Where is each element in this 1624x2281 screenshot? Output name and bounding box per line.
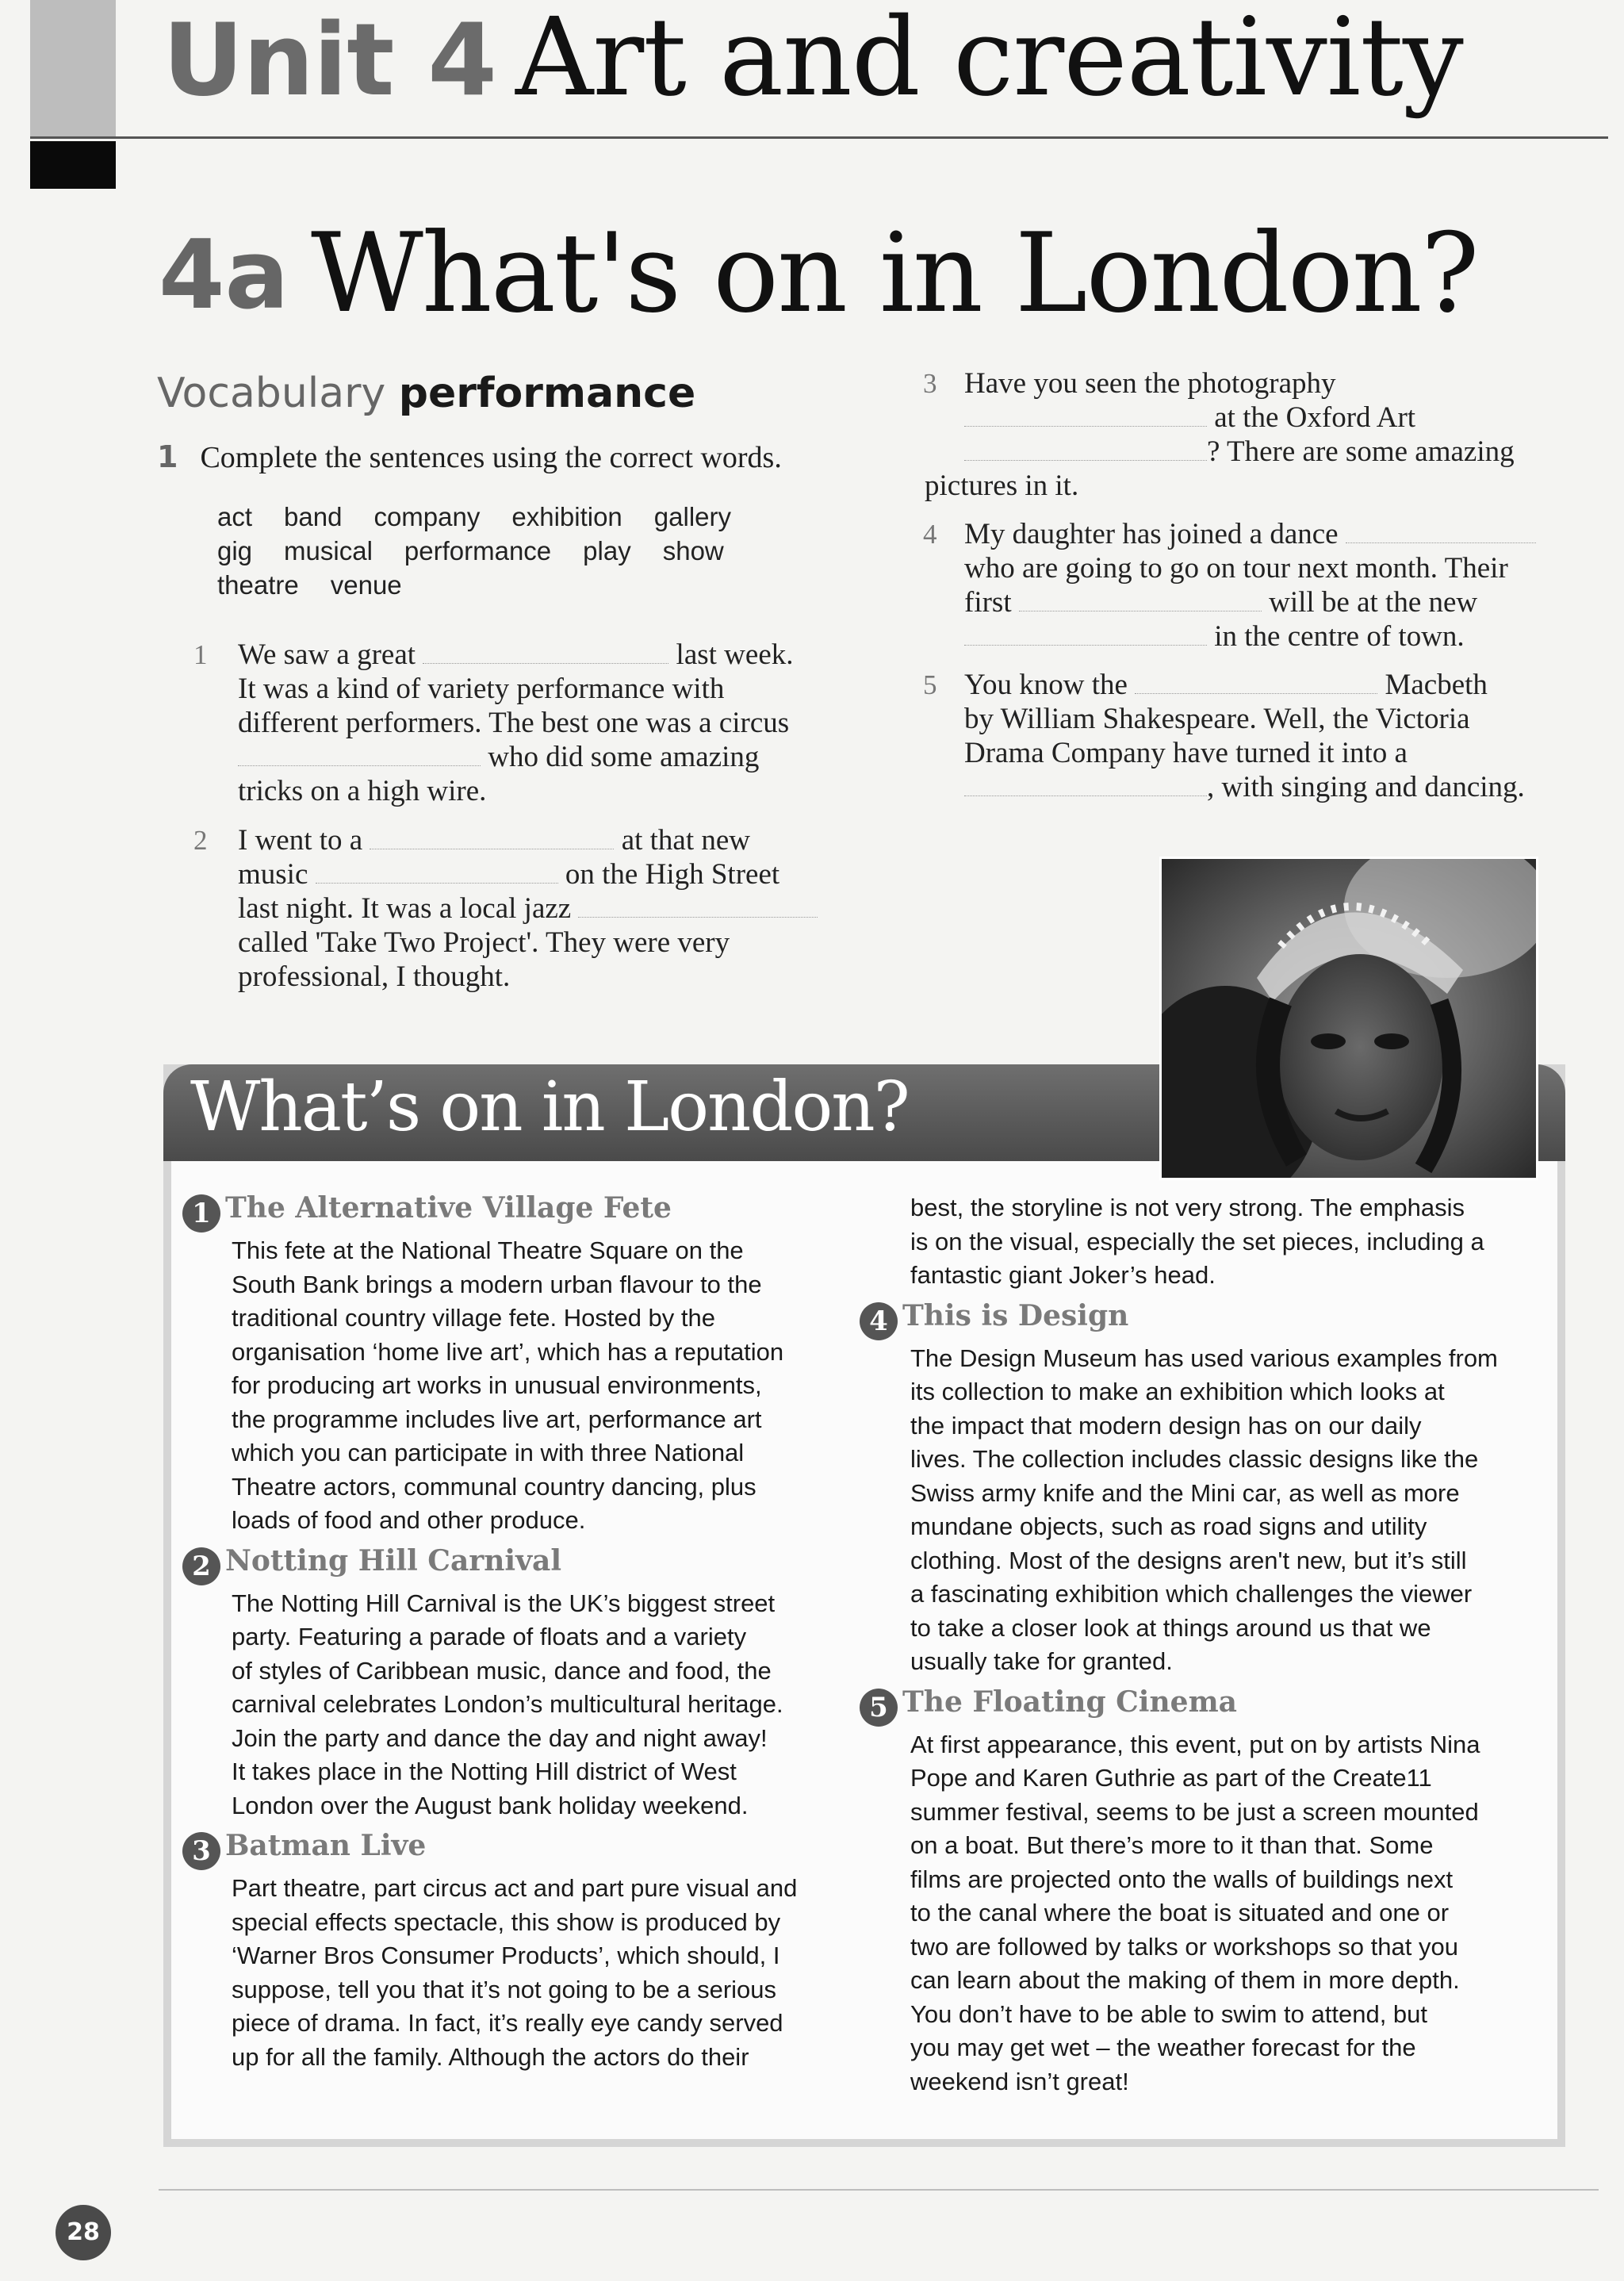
article-line: traditional country village fete. Hosted by the [232, 1304, 716, 1332]
answer-blank[interactable] [1135, 669, 1377, 694]
article-line: piece of drama. In fact, it’s really eye candy served [232, 2009, 783, 2037]
word-box-item: exhibition [511, 502, 622, 531]
exercise-text: professional, I thought. [238, 960, 511, 993]
article-line: to take a closer look at things around us that we [910, 1613, 1431, 1642]
article-line: is on the visual, especially the set pieces, including a [910, 1227, 1484, 1256]
instruction-text: Complete the sentences using the correct words. [200, 441, 782, 474]
article-title [182, 1191, 864, 1233]
article-line: its collection to make an exhibition which looks at [910, 1378, 1445, 1405]
exercise-text: first [964, 586, 1012, 619]
answer-blank[interactable] [964, 772, 1207, 796]
article-line: ‘Warner Bros Consumer Products’, which should, I [232, 1942, 780, 1969]
article-body [910, 1342, 1557, 1679]
article-line: which you can participate in with three National [232, 1439, 745, 1466]
vocabulary-heading-topic: performance [398, 370, 696, 417]
exercise-text: My daughter has joined a dance [964, 518, 1339, 550]
article-line: mundane objects, such as road signs and utility [910, 1512, 1427, 1540]
word-box-item: musical [284, 536, 373, 565]
exercise-text: It was a kind of variety performance with [238, 673, 725, 705]
whats-on-box-title: What’s on in London? [190, 1068, 909, 1147]
article-title-text: The Floating Cinema [902, 1685, 1237, 1719]
vocabulary-heading [157, 370, 695, 417]
word-box-item: performance [404, 536, 552, 565]
word-box-item: venue [330, 570, 402, 600]
exercise-item-number: 2 [193, 825, 208, 856]
unit-side-bar [30, 0, 116, 139]
exercise-text: will be at the new [1269, 586, 1478, 619]
exercise-text: I went to a [238, 824, 363, 857]
carnival-dancer-illustration [1162, 859, 1536, 1178]
exercise-text: tricks on a high wire. [238, 775, 487, 807]
article-line: party. Featuring a parade of floats and a variety [232, 1623, 747, 1650]
exercise-text: at the Oxford Art [1214, 401, 1416, 434]
exercise-text: last night. It was a local jazz [238, 892, 572, 925]
article-title-text: The Alternative Village Fete [225, 1191, 672, 1225]
exercise-text: music [238, 858, 308, 891]
article-body [232, 1587, 864, 1823]
word-box-item: gig [217, 536, 253, 565]
article-line: the impact that modern design has on our daily [910, 1411, 1422, 1440]
article-line: can learn about the making of them in more depth. [910, 1966, 1460, 1994]
exercise-text: We saw a great [238, 638, 416, 671]
exercise-instruction [157, 439, 782, 475]
article-number-badge: 4 [860, 1302, 898, 1340]
article-line: you may get wet – the weather forecast for the [910, 2034, 1416, 2061]
article-line: suppose, tell you that it’s not going to be a serious [232, 1975, 777, 2003]
article-line: Join the party and dance the day and night away! [232, 1723, 768, 1752]
unit-title: Art and creativity [515, 0, 1463, 121]
article-line: Theatre actors, communal country dancing, plus [232, 1472, 756, 1501]
answer-blank[interactable] [370, 825, 614, 849]
article-line: of styles of Caribbean music, dance and food, the [232, 1656, 772, 1685]
article-title-text: Notting Hill Carnival [225, 1543, 562, 1578]
article-line: for producing art works in unusual environments, [232, 1371, 762, 1399]
article-title-text: Batman Live [225, 1829, 427, 1862]
exercise-item-number: 1 [193, 639, 208, 670]
article-line: fantastic giant Joker’s head. [910, 1261, 1216, 1289]
article-line: carnival celebrates London’s multicultural heritage. [232, 1690, 783, 1718]
answer-blank[interactable] [316, 859, 558, 884]
exercise-text: You know the [964, 669, 1128, 701]
answer-blank[interactable] [238, 742, 481, 766]
article-title [860, 1299, 1557, 1340]
article-line: a fascinating exhibition which challenges the viewer [910, 1580, 1473, 1608]
article-title [860, 1685, 1557, 1727]
exercise-text: who are going to go on tour next month. Their [964, 552, 1508, 585]
article-column-right [860, 1191, 1557, 2099]
exercise-text: called 'Take Two Project'. They were very [238, 926, 730, 959]
unit-number: Unit 4 [163, 2, 496, 118]
article-line: clothing. Most of the designs aren't new, but it’s still [910, 1546, 1467, 1574]
article-number-badge: 1 [182, 1194, 220, 1233]
exercise-text: ? There are some amazing [1207, 435, 1515, 468]
article-line: weekend isn’t great! [910, 2067, 1129, 2095]
article-line: lives. The collection includes classic designs like the [910, 1445, 1479, 1473]
exercise-item-2 [193, 823, 856, 994]
exercise-text: in the centre of town. [1214, 620, 1465, 653]
article-line: up for all the family. Although the actors do their [232, 2042, 749, 2071]
word-box-item: theatre [217, 570, 299, 600]
answer-blank[interactable] [964, 436, 1207, 461]
page-number: 28 [56, 2205, 111, 2260]
article-line: At first appearance, this event, put on by artists Nina [910, 1730, 1480, 1758]
article-body [232, 1234, 864, 1538]
word-box-item: gallery [653, 502, 732, 531]
word-box-item: play [583, 536, 631, 565]
article-body [910, 1728, 1557, 2099]
article-body-continued [910, 1191, 1557, 1293]
article-line: films are projected onto the walls of buildings next [910, 1865, 1454, 1893]
answer-blank[interactable] [423, 639, 668, 664]
vocabulary-heading-label: Vocabulary [157, 370, 386, 417]
exercise-text: Macbeth [1385, 669, 1488, 701]
exercise-item-number: 3 [923, 368, 937, 399]
article-line: Swiss army knife and the Mini car, as well as more [910, 1478, 1460, 1507]
article-number-badge: 5 [860, 1689, 898, 1727]
article-line: The Notting Hill Carnival is the UK’s biggest street [232, 1589, 776, 1617]
exercise-item-3 [923, 366, 1583, 503]
article-line: usually take for granted. [910, 1647, 1173, 1675]
exercise-text: different performers. The best one was a circus [238, 707, 790, 739]
article-line: the programme includes live art, performance art [232, 1405, 762, 1433]
exercise-item-number: 4 [923, 519, 937, 550]
lesson-number: 4a [159, 220, 289, 331]
unit-tab-marker [30, 141, 116, 189]
article-line: to the canal where the boat is situated and one or [910, 1899, 1450, 1926]
article-line: The Design Museum has used various examples from [910, 1344, 1498, 1372]
article-column-left [182, 1191, 864, 2074]
article-title [182, 1544, 864, 1585]
answer-blank[interactable] [1019, 587, 1262, 611]
exercise-item-1 [193, 638, 856, 808]
article-number-badge: 3 [182, 1832, 220, 1870]
unit-header-rule [30, 136, 1608, 139]
word-box-item: act [217, 502, 253, 531]
word-box-item: company [373, 502, 481, 531]
exercise-text: , with singing and dancing. [1207, 771, 1525, 803]
article-line: This fete at the National Theatre Square on the [232, 1236, 744, 1264]
exercise-text: Drama Company have turned it into a [964, 737, 1408, 769]
article-line: Part theatre, part circus act and part pure visual and [232, 1874, 798, 1902]
article-line: two are followed by talks or workshops so that you [910, 1932, 1458, 1961]
exercise-text: last week. [676, 638, 794, 671]
exercise-text: Have you seen the photography [964, 367, 1336, 400]
answer-blank[interactable] [1346, 519, 1536, 543]
article-title-text: This is Design [902, 1298, 1129, 1332]
article-line: organisation ‘home live art’, which has a reputation [232, 1337, 784, 1366]
exercise-text: on the High Street [565, 858, 780, 891]
article-line: loads of food and other produce. [232, 1506, 586, 1534]
exercise-item-5 [923, 668, 1599, 804]
exercise-text: who did some amazing [488, 741, 760, 773]
article-number-badge: 2 [182, 1547, 220, 1585]
answer-blank[interactable] [578, 893, 818, 918]
answer-blank[interactable] [964, 402, 1207, 427]
exercise-item-number: 5 [923, 669, 937, 700]
article-line: South Bank brings a modern urban flavour to the [232, 1270, 762, 1298]
article-body [232, 1872, 864, 2074]
answer-blank[interactable] [964, 621, 1207, 646]
article-line: You don’t have to be able to swim to attend, but [910, 1999, 1428, 2028]
article-line: special effects spectacle, this show is produced by [232, 1907, 781, 1936]
exercise-item-4 [923, 517, 1583, 654]
article-line: It takes place in the Notting Hill district of West [232, 1758, 737, 1785]
article-line: best, the storyline is not very strong. The emphasis [910, 1194, 1465, 1221]
article-line: summer festival, seems to be just a screen mounted [910, 1797, 1479, 1826]
exercise-number: 1 [157, 439, 178, 474]
word-box-item: show [662, 536, 724, 565]
carnival-dancer-photo [1159, 857, 1538, 1180]
exercise-text: by William Shakespeare. Well, the Victoria [964, 703, 1470, 735]
lesson-title: What's on in London? [311, 209, 1478, 337]
exercise-text: pictures in it. [925, 470, 1079, 502]
article-line: London over the August bank holiday weekend. [232, 1791, 749, 1819]
word-box [217, 500, 820, 602]
article-line: on a boat. But there’s more to it than that. Some [910, 1831, 1434, 1859]
article-line: Pope and Karen Guthrie as part of the Create11 [910, 1764, 1432, 1792]
word-box-item: band [284, 502, 343, 531]
article-title [182, 1829, 864, 1870]
footer-rule [159, 2189, 1599, 2191]
exercise-text: at that new [621, 824, 751, 857]
